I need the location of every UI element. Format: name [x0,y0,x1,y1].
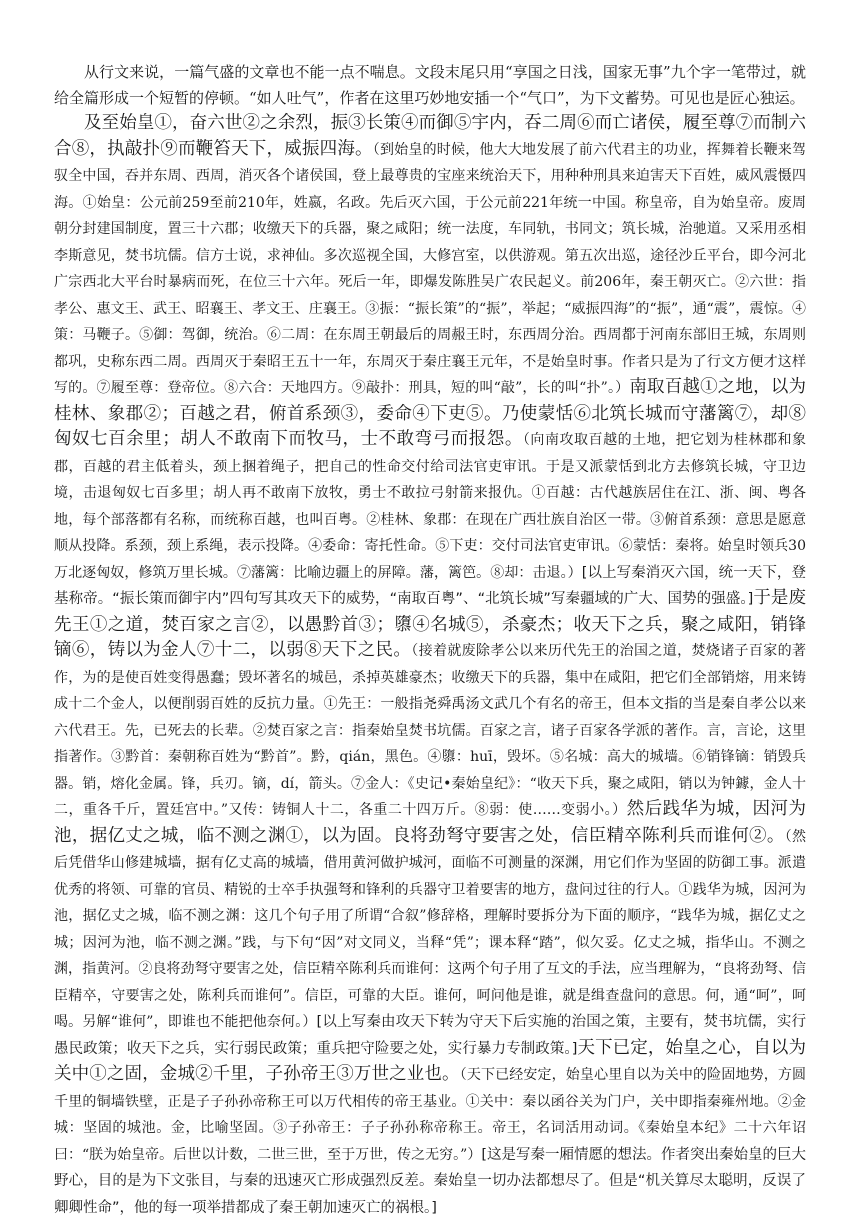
passage-notes-4: ①践华为城，因河为池，据亿丈之城，临不测之渊：这几个句子用了所谓“合叙”修辞格，理解时要拆分为下面的顺序，“践华为城，据亿丈之城；因河为池，临不测之渊。”践，与下句“因”对文同义，当释“凭”；课本释“踏”，似欠妥。亿丈之城，指华山。不测之渊，指黄河。②良将劲弩守要害之处，信臣精卒陈利兵而谁何：这两个句子用了互文的手法，应当理解为，“良将劲弩、信臣精卒，守要害之处，陈利兵而谁何”。信臣，可靠的大臣。谁何，呵问他是谁，就是缉查盘问的意思。何，通“呵”，呵喝。另解“谁何”，即谁也不能把他奈何。） [54,881,807,1030]
passage-translation-2: （向南攻取百越的土地，把它划为桂林郡和象郡，百越的君主低着头，颈上捆着绳子，把自己的性命交付给司法官吏审讯。于是又派蒙恬到北方去修筑长城，守卫边境，击退匈奴七百多里；胡人再不敢南下放牧，勇士不敢拉弓射箭来报仇。 [54,432,807,501]
passage-notes-1: ①始皇：公元前259至前210年，姓嬴，名政。先后灭六国，于公元前221年统一中国。称皇帝，自为始皇帝。废周朝分封建国制度，置三十六郡；收缴天下的兵器，聚之咸阳；统一法度，车同轨，书同文；筑长城，治驰道。又采用丞相李斯意见，焚书坑儒。信方士说，求神仙。多次巡视全国，大修宫室，以供游观。第五次出巡，途径沙丘平台，即今河北广宗西北大平台时暴病而死，在位三十六年。死后一年，即爆发陈胜吴广农民起义。前206年，秦王朝灭亡。②六世：指孝公、惠文王、武王、昭襄王、孝文王、庄襄王。③振：“振长策”的“振”，举起；“威振四海”的“振”，通“震”，震惊。④策：马鞭子。⑤御：驾御，统治。⑥二周：在东周王朝最后的周赧王时，东西周分治。西周都于河南东部旧王城，东周则都巩，史称东西二周。西周灭于秦昭王五十一年，东周灭于秦庄襄王元年，不是始皇时事。作者只是为了行文方便才这样写的。⑦履至尊：登帝位。⑧六合：天地四方。⑨敲扑：刑具，短的叫“敲”，长的叫“扑”。） [54,194,807,396]
passage-main-3: 于是废先王①之道，焚百家之言②，以愚黔首③；隳④名城⑤，杀豪杰；收天下之兵，聚之咸阳，销锋镝⑥，铸以为金人⑦十二，以弱⑧天下之民。 [54,588,806,660]
passage-notes-5: ①关中：秦以函谷关为门户，关中即指秦雍州地。②金城：坚固的城池。金，比喻坚固。③子孙帝王：子子孙孙称帝称王。帝王，名词活用动词。《秦始皇本纪》二十六年诏曰：“朕为始皇帝。后世以计数，二世三世，至于万世，传之无穷。”） [54,1093,806,1163]
passage-translation-4: （然后凭借华山修建城墙，据有亿丈高的城墙，借用黄河做护城河，面临不可测量的深渊，用它们作为坚固的防御工事。派遣优秀的将领、可靠的官员、精锐的士卒手执强弩和锋利的兵器守卫着要害的地方，盘问过往的行人。 [54,828,807,898]
passage-translation-3: （接着就废除孝公以来历代先王的治国之道，焚烧诸子百家的著作，为的是使百姓变得愚蠢；毁坏著名的城邑，杀掉英雄豪杰；收缴天下的兵器，集中在咸阳，把它们全部销熔，用来铸成十二个金人，以便削弱百姓的反抗力量。 [54,643,806,712]
annotated-passage [54,111,806,1221]
intro-paragraph [54,60,806,111]
passage-translation-5: （天下已经安定，始皇心里自以为关中的险固地势，方圆千里的铜墙铁壁，正是子子孙孙帝称王可以万代相传的帝王基业。 [54,1067,807,1110]
intro-text: 从行文来说，一篇气盛的文章也不能一点不喘息。文段末尾只用“享国之日浅，国家无事”九个字一笔带过，就给全篇形成一个短暂的停顿。“如人吐气”，作者在这里巧妙地安插一个“气口”，为下文蓄势。可见也是匠心独运。 [54,63,806,107]
passage-notes-2: ①百越：古代越族居住在江、浙、闽、粤各地，每个部落都有名称，而统称百越，也叫百粤。②桂林、象郡：在现在广西壮族自治区一带。③俯首系颈：意思是愿意顺从投降。系颈，颈上系绳，表示投降。④委命：寄托性命。⑤下吏：交付司法官吏审讯。⑥蒙恬：秦将。始皇时领兵30万北逐匈奴，修筑万里长城。⑦藩篱：比喻边疆上的屏障。藩，篱笆。⑧却：击退。） [54,485,807,581]
passage-comment-2: [以上写秦由攻天下转为守天下后实施的治国之策，主要有，焚书坑儒，实行愚民政策；收天下之兵，实行弱民政策；重兵把守险要之处，实行暴力专制政策。] [54,1014,806,1057]
passage-translation-1: （到始皇的时候，他大大地发展了前六代君主的功业，挥舞着长鞭来驾驭全中国，吞并东周、西周，消灭各个诸侯国，登上最尊贵的宝座来统治天下，用种种刑具来迫害天下百姓，威风震慑四海。 [54,141,806,211]
passage-comment-3: [这是写秦一厢情愿的想法。作者突出秦始皇的巨大野心，目的是为下文张目，与秦的迅速灭亡形成强烈反差。秦始皇一切办法都想尽了。但是“机关算尽太聪明，反误了卿卿性命”，他的每一项举措都成了秦王朝加速灭亡的祸根。] [54,1146,806,1216]
passage-main-4: 然后践华为城，因河为池，据亿丈之城，临不测之渊①，以为固。良将劲弩守要害之处，信臣精卒陈利兵而谁何②。 [54,799,807,846]
passage-main-5: 天下已定，始皇之心，自以为关中①之固，金城②千里，子孙帝王③万世之业也。 [54,1037,807,1084]
passage-comment-1: [以上写秦消灭六国，统一天下，登基称帝。“振长策而御宇内”四句写其攻天下的威势，“南取百粤”、“北筑长城”写秦疆域的广大、国势的强盛。] [54,564,807,607]
passage-main-1: 及至始皇①，奋六世②之余烈，振③长策④而御⑤宇内，吞二周⑥而亡诸侯，履至尊⑦而制六合⑧，执敲扑⑨而鞭笞天下，威振四海。 [54,113,806,159]
passage-main-2: 南取百越①之地，以为桂林、象郡②；百越之君，俯首系颈③，委命④下吏⑤。乃使蒙恬⑥北筑长城而守藩篱⑦，却⑧匈奴七百余里；胡人不敢南下而牧马，士不敢弯弓而报怨。 [54,377,806,449]
passage-notes-3: ①先王：一般指尧舜禹汤文武几个有名的帝王，但本文指的当是秦自孝公以来六代君王。先，已死去的长辈。②焚百家之言：指秦始皇焚书坑儒。百家之言，诸子百家各学派的著作。言，言论，这里指著作。③黔首：秦朝称百姓为“黔首”。黔，qián，黑色。④隳：huī，毁坏。⑤名城：高大的城墙。⑥销锋镝：销毁兵器。销，熔化金属。锋，兵刃。镝，dí，箭头。⑦金人：《史记•秦始皇纪》：“收天下兵，聚之咸阳，销以为钟鐻，金人十二，重各千斤，置廷宫中。”又传：铸铜人十二，各重二十四万斤。⑧弱：使……变弱小。） [54,696,807,818]
